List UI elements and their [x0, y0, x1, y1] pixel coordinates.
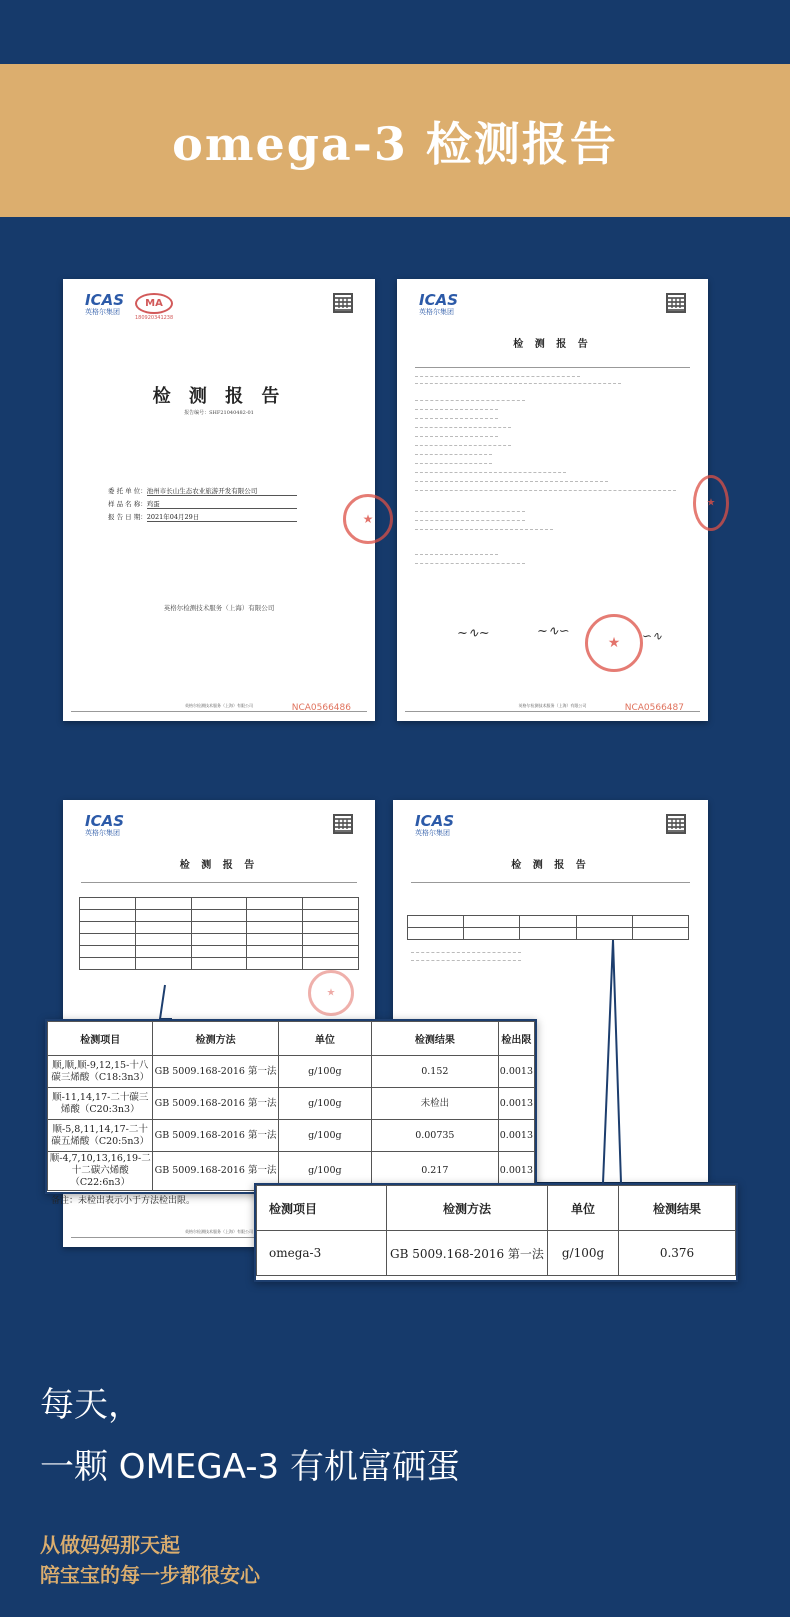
table-cell: 0.0013: [498, 1152, 534, 1191]
table-row: [257, 1231, 736, 1276]
fatty-acid-results-zoom: [45, 1019, 537, 1206]
table-cell: 0.217: [371, 1152, 498, 1191]
logo-text: ICAS: [415, 812, 455, 830]
signature-2: ~∿∽: [537, 624, 570, 639]
table-cell: g/100g: [278, 1152, 371, 1191]
omega3-results-zoom: [254, 1183, 738, 1282]
logo-subtext: 英格尔集团: [85, 829, 120, 837]
slogan-line-2: 一颗 OMEGA-3 有机富硒蛋: [40, 1447, 460, 1487]
table-cell: 0.376: [619, 1231, 736, 1276]
table-cell: GB 5009.168-2016 第一法: [153, 1088, 278, 1120]
report-title: 检 测 报 告: [511, 860, 590, 871]
logo-text: ICAS: [85, 812, 125, 830]
report-title: 检 测 报 告: [152, 386, 286, 407]
table-cell: omega-3: [257, 1231, 387, 1276]
table-cell: g/100g: [278, 1088, 371, 1120]
header-cell: 检测结果: [371, 1022, 498, 1056]
table-cell: g/100g: [278, 1120, 371, 1152]
logo-text: ICAS: [419, 291, 459, 309]
footer-company: 英格尔检测技术服务（上海）有限公司: [185, 1229, 253, 1234]
report-title: 检 测 报 告: [179, 860, 259, 871]
signature-3: ∽∿: [642, 629, 663, 643]
footer-company: 英格尔检测技术服务（上海）有限公司: [185, 703, 253, 708]
signature-1: ~∿~: [457, 626, 490, 641]
header-cell: 检测项目: [257, 1186, 387, 1231]
header-cell: 单位: [548, 1186, 619, 1231]
table-cell: GB 5009.168-2016 第一法: [153, 1152, 278, 1191]
report-number: 报告编号：SHF21040482-01: [184, 410, 254, 416]
header-cell: 检测方法: [153, 1022, 278, 1056]
table-cell: 0.00735: [371, 1120, 498, 1152]
table-cell: 0.0013: [498, 1056, 534, 1088]
omega3-table: [256, 1185, 736, 1276]
table-cell: GB 5009.168-2016 第一法: [387, 1231, 548, 1276]
table-cell: 顺-5,8,11,14,17-二十碳五烯酸（C20:5n3）: [48, 1120, 153, 1152]
page-title: omega-3 检测报告: [172, 116, 618, 171]
date-label: 报 告 日 期：: [108, 513, 147, 521]
fatty-acid-table: [47, 1021, 535, 1191]
subslogan-line-2: 陪宝宝的每一步都很安心: [40, 1563, 260, 1587]
client-value: 池州市长山生态农业旅游开发有限公司: [147, 486, 297, 496]
report-title: 检 测 报 告: [513, 339, 592, 350]
sample-label: 样 品 名 称：: [108, 500, 147, 508]
table-cell: GB 5009.168-2016 第一法: [153, 1120, 278, 1152]
callout-line-right: [603, 940, 621, 1183]
table-cell: g/100g: [278, 1056, 371, 1088]
table-header-row: [257, 1186, 736, 1231]
footer-company: 英格尔检测技术服务（上海）有限公司: [518, 703, 587, 708]
table-cell: g/100g: [548, 1231, 619, 1276]
table-note: 备注：未检出表示小于方法检出限。: [51, 1196, 196, 1206]
table-cell: 顺-11,14,17-二十碳三烯酸（C20:3n3）: [48, 1088, 153, 1120]
date-value: 2021年04月29日: [147, 512, 297, 522]
logo-text: ICAS: [85, 291, 125, 309]
callout-line-left: [160, 985, 172, 1019]
subslogan-line-1: 从做妈妈那天起: [40, 1533, 180, 1557]
table-cell: 未检出: [371, 1088, 498, 1120]
table-cell: 顺,顺,顺-9,12,15-十八碳三烯酸（C18:3n3）: [48, 1056, 153, 1088]
logo-subtext: 英格尔集团: [415, 829, 450, 837]
header-cell: 单位: [278, 1022, 371, 1056]
header-cell: 检出限: [498, 1022, 534, 1056]
table-cell: GB 5009.168-2016 第一法: [153, 1056, 278, 1088]
header-cell: 检测方法: [387, 1186, 548, 1231]
cma-number: 180920341238: [135, 315, 174, 321]
client-label: 委 托 单 位：: [108, 487, 147, 495]
cma-mark: MA: [135, 293, 173, 314]
serial-number: NCA0566486: [291, 703, 351, 713]
table-row: [48, 1088, 535, 1120]
sample-value: 鸡蛋: [147, 499, 297, 509]
logo-subtext: 英格尔集团: [85, 308, 120, 316]
table-row: [48, 1056, 535, 1088]
header-cell: 检测结果: [619, 1186, 736, 1231]
table-row: [48, 1120, 535, 1152]
slogan-line-1: 每天，: [40, 1385, 142, 1425]
serial-number: NCA0566487: [624, 703, 684, 713]
header-cell: 检测项目: [48, 1022, 153, 1056]
table-cell: 顺-4,7,10,13,16,19-二十二碳六烯酸（C22:6n3）: [48, 1152, 153, 1191]
table-header-row: [48, 1022, 535, 1056]
issuer-name: 英格尔检测技术服务（上海）有限公司: [163, 604, 275, 612]
table-cell: 0.152: [371, 1056, 498, 1088]
table-cell: 0.0013: [498, 1120, 534, 1152]
table-cell: 0.0013: [498, 1088, 534, 1120]
logo-subtext: 英格尔集团: [419, 308, 454, 316]
